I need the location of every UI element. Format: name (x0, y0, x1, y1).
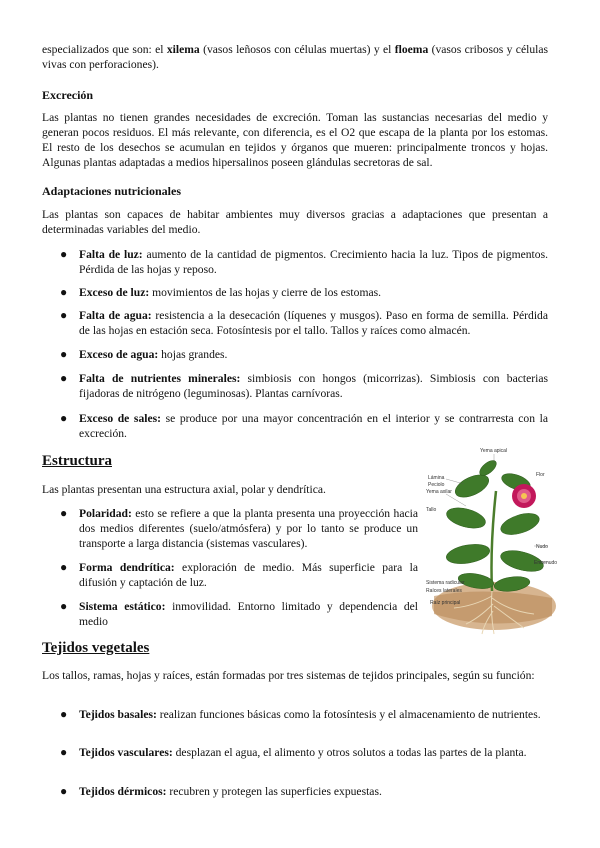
item-term: Falta de nutrientes minerales: (79, 372, 241, 385)
item-text: movimientos de las hojas y cierre de los estomas. (149, 286, 382, 299)
bullet-icon: ● (60, 285, 68, 299)
label-peciolo: Peciolo (428, 482, 445, 488)
list-item-exceso-sales (79, 411, 548, 441)
list-item-sistema-estatico (79, 599, 418, 629)
bullet-icon: ● (60, 784, 68, 798)
label-flor: Flor (536, 472, 545, 478)
item-text: se produce por una mayor concentración en el interior y se contrarresta con la excreción. (79, 412, 548, 440)
bullet-icon: ● (60, 745, 68, 759)
list-item-falta-agua (79, 308, 548, 338)
floema-term: floema (394, 43, 429, 56)
bullet-icon: ● (60, 560, 68, 574)
list-item-tejidos-basales (79, 707, 548, 722)
estructura-heading: Estructura (42, 453, 112, 469)
bullet-icon: ● (60, 371, 68, 385)
list-item-forma-dendritica (79, 560, 418, 590)
list-item-falta-luz (79, 247, 548, 277)
bullet-icon: ● (60, 247, 68, 261)
list-item-exceso-agua (79, 347, 548, 362)
bullet-icon: ● (60, 707, 68, 721)
item-term: Tejidos dérmicos: (79, 785, 167, 798)
xilema-term: xilema (166, 43, 200, 56)
item-term: Falta de luz: (79, 248, 143, 261)
list-item-falta-nutrientes (79, 371, 548, 401)
label-yema-axilar: Yema axilar (426, 489, 452, 495)
item-text: realizan funciones básicas como la fotosíntesis y el almacenamiento de nutrientes. (156, 708, 541, 721)
label-lamina: Lámina (428, 475, 445, 481)
list-item-polaridad (79, 506, 418, 551)
item-text: simbiosis con hongos (micorrizas). Simbiosis con bacterias fijadoras de nitrógeno (leguminosas). Plantas carnívoras. (79, 372, 548, 400)
intro-text-3: (vasos cribosos y células vivas con perforaciones). (42, 43, 548, 71)
label-tallo: Tallo (426, 507, 437, 513)
adaptaciones-heading: Adaptaciones nutricionales (42, 184, 182, 198)
excrecion-paragraph: Las plantas no tienen grandes necesidades de excreción. Toman las sustancias necesarias del medio y generan pocos residuos. El más relevante, con diferencia, es el O2 que escapa de la planta por los estomas. El resto de los desechos se acumulan en tejidos y órganos que mueren: principalmente troncos y hojas. Algunas plantas adaptadas a medios hipersalinos poseen glándulas secretoras de sal. (42, 111, 548, 169)
label-yema-apical: Yema apical (480, 448, 508, 454)
bullet-icon: ● (60, 411, 68, 425)
excrecion-heading: Excreción (42, 88, 94, 102)
plant-structure-figure (424, 446, 558, 641)
item-term: Polaridad: (79, 507, 132, 520)
item-term: Falta de agua: (79, 309, 152, 322)
tejidos-heading: Tejidos vegetales (42, 640, 150, 656)
bullet-icon: ● (60, 506, 68, 520)
item-text: hojas grandes. (158, 348, 228, 361)
item-term: Forma dendrítica: (79, 561, 175, 574)
leaves (444, 458, 545, 594)
item-text: recubren y protegen las superficies expuestas. (166, 785, 382, 798)
adaptaciones-paragraph: Las plantas son capaces de habitar ambientes muy diversos gracias a adaptaciones que presentan a determinadas variables del medio. (42, 208, 548, 236)
bullet-icon: ● (60, 599, 68, 613)
list-item-tejidos-vasculares (79, 745, 548, 760)
bullet-icon: ● (60, 308, 68, 322)
item-text: inmovilidad. Entorno limitado y dependencia del medio (79, 600, 418, 628)
label-sistema-radicular: Sistema radicular (426, 580, 465, 586)
intro-text-2: (vasos leñosos con células muertas) y el (199, 43, 395, 56)
item-term: Tejidos basales: (79, 708, 157, 721)
item-text: desplazan el agua, el alimento y otros solutos a todas las partes de la planta. (172, 746, 527, 759)
flower (512, 484, 536, 508)
item-term: Exceso de luz: (79, 286, 150, 299)
list-item-exceso-luz (79, 285, 548, 300)
item-text: aumento de la cantidad de pigmentos. Crecimiento hacia la luz. Tipos de pigmentos. Pérdida de las hojas y reposo. (79, 248, 548, 276)
item-term: Sistema estático: (79, 600, 166, 613)
estructura-paragraph: Las plantas presentan una estructura axial, polar y dendrítica. (42, 483, 326, 496)
label-raices-laterales: Raíces laterales (426, 588, 462, 594)
bullet-icon: ● (60, 347, 68, 361)
item-term: Tejidos vasculares: (79, 746, 173, 759)
label-raiz-principal: Raíz principal (430, 600, 461, 606)
intro-text-1: especializados que son: el (42, 43, 167, 56)
item-text: exploración de medio. Más superficie para la difusión y captación de luz. (79, 561, 419, 589)
label-nudo: Nudo (536, 544, 548, 550)
tejidos-paragraph: Los tallos, ramas, hojas y raíces, están formadas por tres sistemas de tejidos principales, según su función: (42, 669, 535, 682)
item-term: Exceso de sales: (79, 412, 161, 425)
label-entrenudo: Entrenudo (534, 560, 558, 566)
item-term: Exceso de agua: (79, 348, 159, 361)
stem (492, 491, 497, 591)
item-text: resistencia a la desecación (líquenes y musgos). Paso en forma de semilla. Pérdida de las hojas en estación seca. Fotosíntesis por el tallo. Tallos y raíces como almacén. (79, 309, 548, 337)
intro-paragraph (42, 42, 548, 72)
item-text: esto se refiere a que la planta presenta una proyección hacia dos medios diferentes (suelo/atmósfera) y por lo tanto se produce un transporte a larga distancia (sistemas vasculares). (79, 507, 418, 550)
list-item-tejidos-dermicos (79, 784, 548, 799)
